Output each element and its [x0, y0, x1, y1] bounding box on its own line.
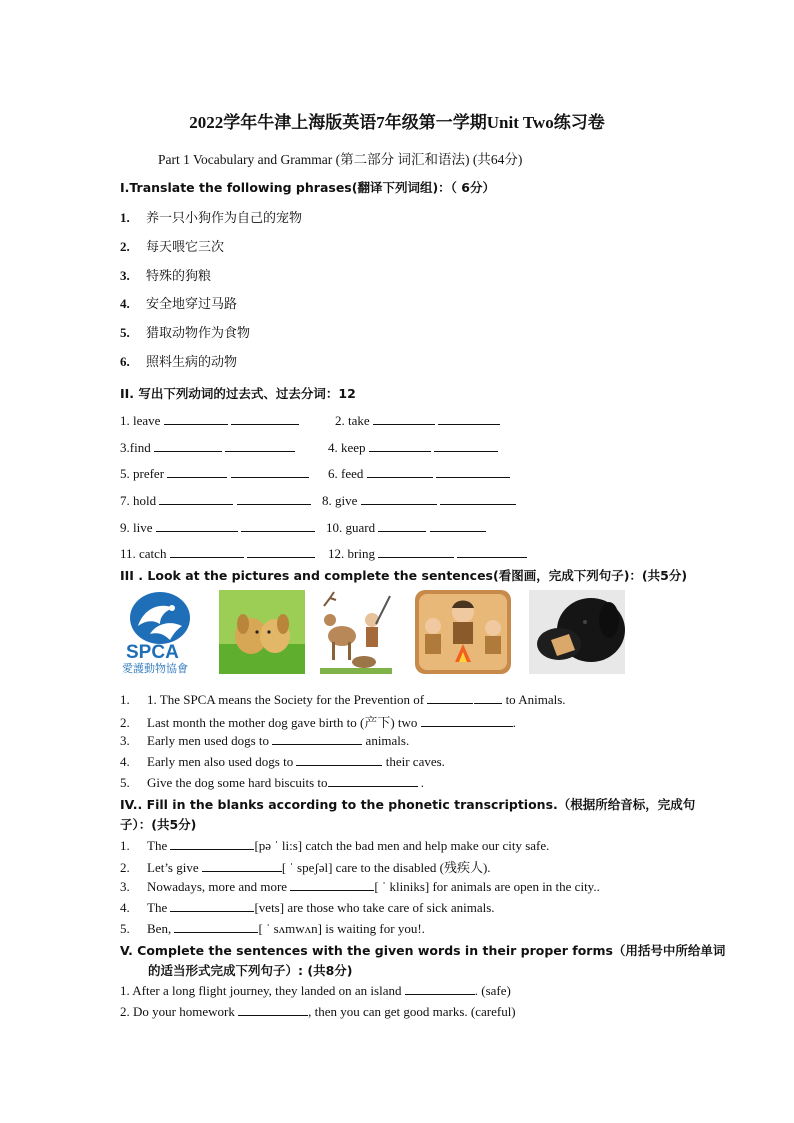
- section5-item: 1. After a long flight journey, they landed on an island . (safe): [120, 983, 511, 998]
- section1-heading: I.Translate the following phrases(翻译下列词组)：（ 6分）: [120, 180, 495, 195]
- spca-logo-text: SPCA: [126, 642, 179, 663]
- verb-row: 10. guard: [326, 519, 486, 536]
- black-dog-image: [529, 590, 625, 674]
- verb-row: 2. take: [335, 412, 500, 429]
- cave-family-image: [415, 590, 511, 674]
- verb-row: 9. live: [120, 519, 315, 536]
- part-subtitle: Part 1 Vocabulary and Grammar (第二部分 词汇和语法) (共64分): [158, 152, 523, 167]
- verb-row: 7. hold: [120, 492, 311, 509]
- verb-row: 3.find: [120, 439, 295, 456]
- phrase-item: 5. 猎取动物作为食物: [120, 325, 251, 341]
- phrase-item: 2. 每天喂它三次: [120, 239, 225, 255]
- verb-row: 12. bring: [328, 545, 527, 562]
- section3-heading: III . Look at the pictures and complete the sentences(看图画，完成下列句子)：(共5分): [120, 568, 688, 583]
- section4-item: 4. The [vets] are those who take care of sick animals.: [120, 900, 495, 915]
- section4-item: 1. The [pə ˈ li:s] catch the bad men and help make our city safe.: [120, 838, 550, 853]
- verb-row: 8. give: [322, 492, 516, 509]
- page-title: 2022学年牛津上海版英语7年级第一学期Unit Two练习卷: [189, 113, 605, 132]
- section3-item: 3. Early men used dogs to animals.: [120, 733, 410, 748]
- verb-row: 4. keep: [328, 439, 498, 456]
- section3-item: 1. 1. The SPCA means the Society for the Prevention of to Animals.: [120, 692, 566, 707]
- section2-heading: II. 写出下列动词的过去式、过去分词：12: [120, 386, 356, 401]
- phrase-item: 3. 特殊的狗粮: [120, 268, 212, 284]
- spca-logo-image: [120, 590, 206, 674]
- verb-row: 1. leave: [120, 412, 299, 429]
- section3-item: 2. Last month the mother dog gave birth to (产下) two .: [120, 715, 516, 730]
- verb-row: 11. catch: [120, 545, 315, 562]
- section5-heading-line1: V. Complete the sentences with the given words in their proper forms（用括号中所给单词: [120, 943, 726, 958]
- section4-item: 5. Ben, [ ˈ sʌmwʌn] is waiting for you!.: [120, 921, 425, 936]
- section4-heading-line1: IV.. Fill in the blanks according to the phonetic transcriptions.（根据所给音标，完成句: [120, 797, 696, 812]
- phrase-item: 6. 照料生病的动物: [120, 354, 238, 370]
- section4-item: 3. Nowadays, more and more [ ˈ kliniks] for animals are open in the city..: [120, 879, 600, 894]
- verb-row: 6. feed: [328, 465, 510, 482]
- hunter-dog-image: [320, 590, 392, 674]
- section4-item: 2. Let’s give [ ˈ speʃəl] care to the disabled (残疾人).: [120, 860, 491, 875]
- spca-logo-caption: 愛護動物協會: [122, 662, 188, 674]
- section5-item: 2. Do your homework , then you can get good marks. (careful): [120, 1004, 516, 1019]
- phrase-item: 1. 养一只小狗作为自己的宠物: [120, 210, 303, 226]
- section3-item: 4. Early men also used dogs to their caves.: [120, 754, 445, 769]
- puppies-image: [219, 590, 305, 674]
- phrase-item: 4. 安全地穿过马路: [120, 296, 238, 312]
- section5-heading-line2: 的适当形式完成下列句子）: (共8分): [148, 963, 353, 978]
- verb-row: 5. prefer: [120, 465, 309, 482]
- section4-heading-line2: 子）：(共5分): [120, 817, 197, 832]
- section3-item: 5. Give the dog some hard biscuits to .: [120, 775, 425, 790]
